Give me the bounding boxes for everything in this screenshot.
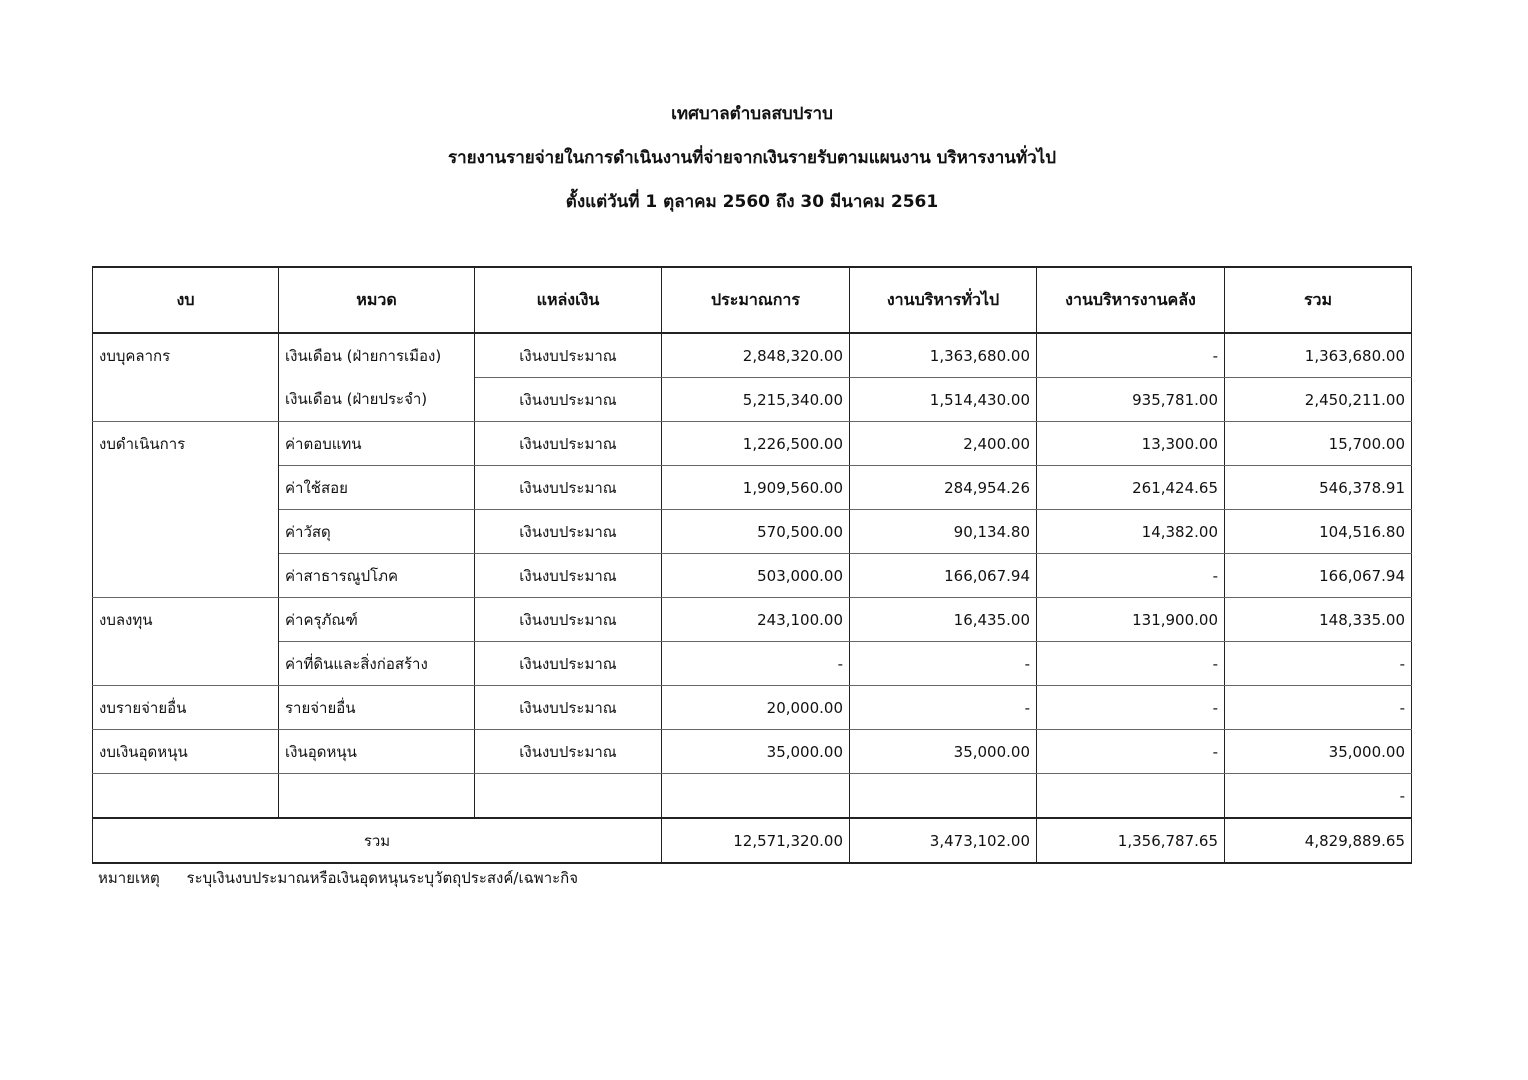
cell-estimate: 35,000.00 [662,730,850,774]
cell-total: - [1225,774,1412,819]
totals-row [93,818,1412,863]
table-row [93,598,1412,642]
table-row [93,333,1412,378]
cell-source: เงินงบประมาณ [475,730,662,774]
footnote-text: ระบุเงินงบประมาณหรือเงินอุดหนุนระบุวัตถุประสงค์/เฉพาะกิจ [186,869,579,887]
footnote-label: หมายเหตุ [98,869,160,887]
cell-source: เงินงบประมาณ [475,422,662,466]
table-header-row [93,267,1412,333]
cell-estimate: - [662,642,850,686]
totals-label: รวม [93,818,662,863]
org-name: เทศบาลตำบลสบปราบ [671,104,833,124]
table-row [93,730,1412,774]
cell-category: เงินเดือน (ฝ่ายการเมือง) [279,333,475,378]
cell-group: งบบุคลากร [93,333,279,378]
expense-table [92,266,1412,864]
cell-group [93,642,279,686]
cell-estimate: 5,215,340.00 [662,378,850,422]
report-period: ตั้งแต่วันที่ 1 ตุลาคม 2560 ถึง 30 มีนาคม 2561 [565,192,939,212]
cell-general [850,774,1037,819]
cell-source: เงินงบประมาณ [475,554,662,598]
cell-total: 166,067.94 [1225,554,1412,598]
cell-category: ค่าใช้สอย [279,466,475,510]
cell-estimate [662,774,850,819]
table-row [93,510,1412,554]
cell-category: รายจ่ายอื่น [279,686,475,730]
cell-category: เงินอุดหนุน [279,730,475,774]
cell-group [93,378,279,422]
cell-finance: 13,300.00 [1037,422,1225,466]
cell-general: 284,954.26 [850,466,1037,510]
cell-estimate: 503,000.00 [662,554,850,598]
cell-finance: - [1037,333,1225,378]
cell-general: - [850,642,1037,686]
table-row [93,422,1412,466]
table-row [93,466,1412,510]
cell-estimate: 570,500.00 [662,510,850,554]
col-header-finance: งานบริหารงานคลัง [1037,267,1225,333]
cell-group [93,774,279,819]
report-header [0,96,1504,228]
table-row [93,686,1412,730]
totals-estimate: 12,571,320.00 [662,818,850,863]
cell-group [93,554,279,598]
cell-group [93,510,279,554]
totals-finance: 1,356,787.65 [1037,818,1225,863]
footnote [98,866,600,890]
col-header-group: งบ [93,267,279,333]
cell-finance: 14,382.00 [1037,510,1225,554]
table-row [93,642,1412,686]
cell-source: เงินงบประมาณ [475,686,662,730]
cell-category: ค่าตอบแทน [279,422,475,466]
table-row [93,774,1412,819]
table-row [93,554,1412,598]
cell-general: 35,000.00 [850,730,1037,774]
cell-finance: - [1037,554,1225,598]
cell-finance: - [1037,642,1225,686]
cell-category: ค่าที่ดินและสิ่งก่อสร้าง [279,642,475,686]
cell-source: เงินงบประมาณ [475,333,662,378]
cell-group [93,466,279,510]
cell-general: 166,067.94 [850,554,1037,598]
cell-general: 2,400.00 [850,422,1037,466]
cell-general: 1,363,680.00 [850,333,1037,378]
cell-category: ค่าวัสดุ [279,510,475,554]
cell-estimate: 20,000.00 [662,686,850,730]
cell-estimate: 2,848,320.00 [662,333,850,378]
cell-finance: - [1037,686,1225,730]
cell-source: เงินงบประมาณ [475,642,662,686]
cell-total: - [1225,686,1412,730]
cell-total: 148,335.00 [1225,598,1412,642]
report-title: รายงานรายจ่ายในการดำเนินงานที่จ่ายจากเงินรายรับตามแผนงาน บริหารงานทั่วไป [447,148,1057,168]
cell-total: 35,000.00 [1225,730,1412,774]
cell-finance [1037,774,1225,819]
cell-category [279,774,475,819]
cell-general: 16,435.00 [850,598,1037,642]
cell-source: เงินงบประมาณ [475,510,662,554]
cell-category: ค่าครุภัณฑ์ [279,598,475,642]
cell-finance: 935,781.00 [1037,378,1225,422]
cell-general: 1,514,430.00 [850,378,1037,422]
cell-general: 90,134.80 [850,510,1037,554]
cell-finance: 131,900.00 [1037,598,1225,642]
cell-source: เงินงบประมาณ [475,466,662,510]
cell-finance: - [1037,730,1225,774]
cell-finance: 261,424.65 [1037,466,1225,510]
cell-category: เงินเดือน (ฝ่ายประจำ) [279,378,475,422]
cell-total: 15,700.00 [1225,422,1412,466]
cell-group: งบรายจ่ายอื่น [93,686,279,730]
cell-general: - [850,686,1037,730]
cell-category: ค่าสาธารณูปโภค [279,554,475,598]
table-row [93,378,1412,422]
cell-estimate: 1,909,560.00 [662,466,850,510]
totals-general: 3,473,102.00 [850,818,1037,863]
cell-total: 546,378.91 [1225,466,1412,510]
cell-estimate: 243,100.00 [662,598,850,642]
cell-group: งบดำเนินการ [93,422,279,466]
col-header-estimate: ประมาณการ [662,267,850,333]
col-header-source: แหล่งเงิน [475,267,662,333]
cell-source [475,774,662,819]
totals-total: 4,829,889.65 [1225,818,1412,863]
cell-group: งบเงินอุดหนุน [93,730,279,774]
col-header-category: หมวด [279,267,475,333]
cell-source: เงินงบประมาณ [475,598,662,642]
col-header-general: งานบริหารทั่วไป [850,267,1037,333]
cell-total: - [1225,642,1412,686]
cell-group: งบลงทุน [93,598,279,642]
cell-total: 2,450,211.00 [1225,378,1412,422]
cell-estimate: 1,226,500.00 [662,422,850,466]
cell-total: 1,363,680.00 [1225,333,1412,378]
col-header-total: รวม [1225,267,1412,333]
cell-total: 104,516.80 [1225,510,1412,554]
cell-source: เงินงบประมาณ [475,378,662,422]
